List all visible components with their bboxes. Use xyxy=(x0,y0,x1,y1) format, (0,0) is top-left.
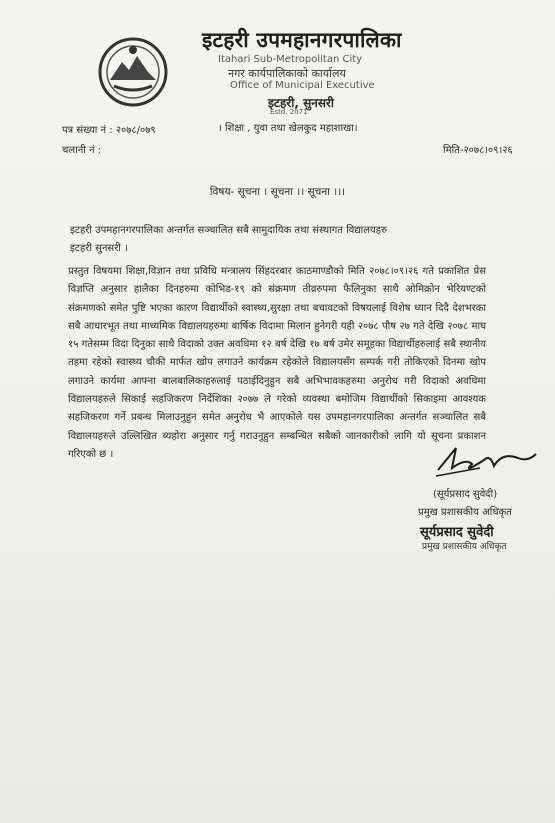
dispatch-number: चलानी नं : xyxy=(62,145,102,156)
seal-name: सूर्यप्रसाद सुवेदी xyxy=(420,525,494,540)
office-location: इटहरी, सुनसरी xyxy=(268,96,334,110)
municipality-logo-icon xyxy=(96,36,170,108)
reference-number: पत्र संख्या नं : २०७८/०७९ xyxy=(62,125,156,136)
established-text: Estd. 2071 xyxy=(270,108,308,116)
recipient-address: इटहरी सुनसरी । xyxy=(70,243,128,254)
office-label: नगर कार्यपालिकाको कार्यालय xyxy=(228,67,346,80)
office-name: इटहरी उपमहानगरपालिका xyxy=(202,28,402,52)
office-label-english: Office of Municipal Executive xyxy=(230,80,375,91)
recipient-block xyxy=(70,222,387,258)
recipient-line: इटहरी उपमहानगरपालिका अन्तर्गत सञ्चालित सबै सामुदायिक तथा संस्थागत विद्यालयहरु xyxy=(70,225,388,236)
city-name-english: Itahari Sub-Metropolitan City xyxy=(218,54,363,65)
notice-body: प्रस्तुत विषयमा शिक्षा,विज्ञान तथा प्रविधि मन्त्रालय सिंहदरबार काठमाण्डौको मिति २०७८।०९।२६ गते प्रकाशित प्रेस विज्ञप्ति अनुसार हालैका दिनहरुमा कोभिड-१९ को संक्रमण तीव्ररुपमा फैलिनुका साथै ओमिक्रोन भेरियण्टको संक्रमणको समेत पुष्टि भएका कारण विद्यार्थीको स्वास्थ्य,सुरक्षा तथा बचावटको विषयलाई विशेष ध्यान दिदै देशभरका सबै आधारभूत तथा माध्यमिक विद्यालयहरुमा बार्षिक विदामा मिलान हुनेगरी यही २०७८ पौष २७ गते देखि २०७८ माघ १५ गतेसम्म विदा दिनुका साथै विदाको उक्त अवधिमा १२ बर्ष देखि १७ बर्ष उमेर समूहका विद्यार्थीहरुलाई सबै स्थानीय तहमा रहेको स्वास्थ्य चौकी मार्फत खोप लगाउने कार्यक्रम रहेकोले विद्यालयसँग सम्पर्क गरी तोकिएको दिनमा खोप लगाउने कार्यमा आफ्ना बालबालिकाहरुलाई पठाईदिनुहुन सबै अभिभावकहरुमा अनुरोध गरी विदाको अवधिमा विद्यालयहरुले सिकाई सहजिकरण निर्देशिका २०७७ ले गरेको व्यवस्था बमोजिम विद्यार्थीको सिकाइमा आवश्यक सहजिकरण गर्ने प्रबन्ध मिलाउनुहुन समेत अनुरोध भै आएकोले यस उपमहानगरपालिका अन्तर्गत सञ्चालित सबै विद्यालयहरुले उल्लिखित ब्यहोरा अनुसार गर्नु गराउनुहुन सम्बन्धित सबैको जानकारीको लागि यो सूचना प्रकाशन गरिएको छ । xyxy=(68,266,486,460)
subject-line: विषय- सूचना । सूचना ।। सूचना ।।। xyxy=(209,186,346,198)
department-name: । शिक्षा , युवा तथा खेलकुद महाशाखा। xyxy=(218,123,358,134)
signatory-title: प्रमुख प्रशासकीय अधिकृत xyxy=(418,507,512,518)
seal-title: प्रमुख प्रशासकीय अधिकृत xyxy=(422,542,507,552)
letter-date: मिति-२०७८।०९।२६ xyxy=(443,145,513,156)
signature-scribble-icon xyxy=(432,440,542,480)
signatory-name: (सूर्यप्रसाद सुवेदी) xyxy=(433,489,498,500)
